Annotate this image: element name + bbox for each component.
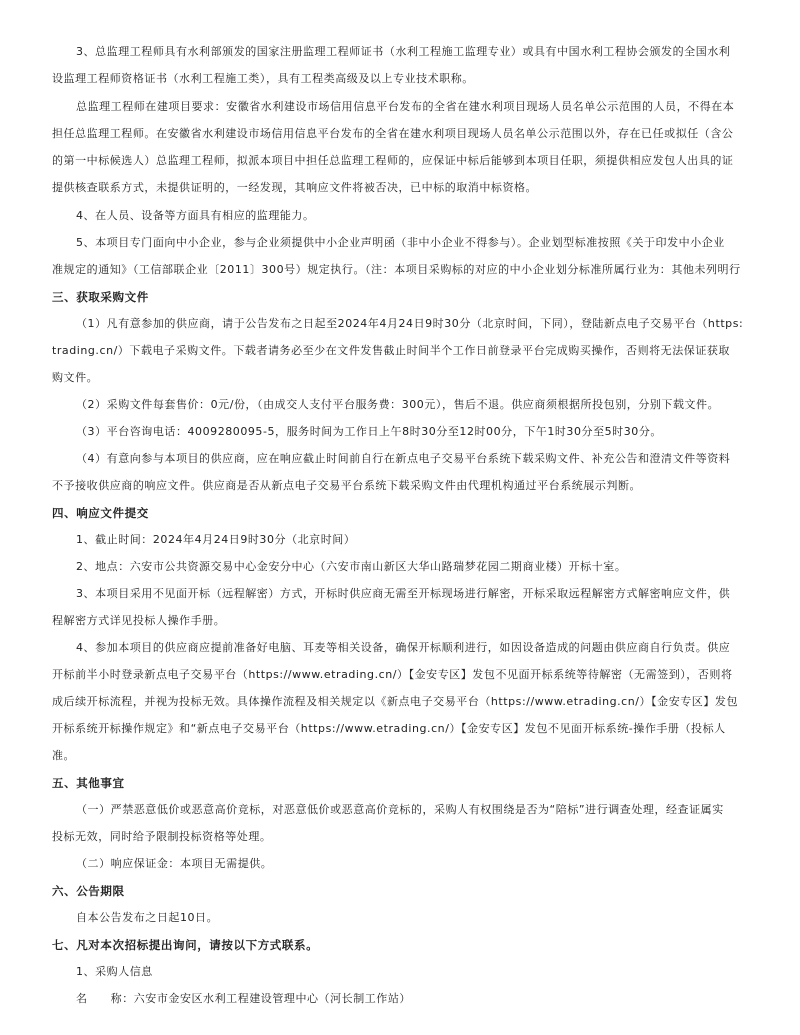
paragraph-line: （4）有意向参与本项目的供应商，应在响应截止时间前自行在新点电子交易平台系统下载采购文件、补充公告和澄清文件等资料 <box>76 452 731 465</box>
section-heading: 七、凡对本次招标提出询问，请按以下方式联系。 <box>52 938 319 952</box>
paragraph-line: 成后续开标流程，并视为投标无效。具体操作流程及相关规定以《新点电子交易平台（https://www.etrading.cn/）【金安专区】发包 <box>52 695 739 708</box>
paragraph-line: 提供核查联系方式，未提供证明的，一经发现，其响应文件将被否决，已中标的取消中标资格。 <box>52 181 538 194</box>
paragraph-line: 5、本项目专门面向中小企业，参与企业须提供中小企业声明函（非中小企业不得参与）。企业划型标准按照《关于印发中小企业 <box>76 236 725 249</box>
paragraph-line: （2）采购文件每套售价：0元/份，（由成交人支付平台服务费：300元），售后不退。供应商须根据所投包别，分别下载文件。 <box>76 398 720 411</box>
paragraph-line: 设监理工程师资格证书（水利工程施工类），具有工程类高级及以上专业技术职称。 <box>52 72 474 85</box>
paragraph-line: 购文件。 <box>52 371 99 384</box>
paragraph-line: （二）响应保证金：本项目无需提供。 <box>76 857 273 870</box>
paragraph-line: 投标无效，同时给予限制投标资格等处理。 <box>52 830 272 843</box>
paragraph-line: 1、采购人信息 <box>76 965 153 978</box>
paragraph-line: 开标前半小时登录新点电子交易平台（https://www.etrading.cn/）【金安专区】发包不见面开标系统等待解密（无需签到），否则将 <box>52 668 733 681</box>
paragraph-line: 4、在人员、设备等方面具有相应的监理能力。 <box>76 209 315 222</box>
paragraph-line: 3、本项目采用不见面开标（远程解密）方式，开标时供应商无需至开标现场进行解密，开标采取远程解密方式解密响应文件，供 <box>76 587 731 600</box>
paragraph-line: 3、总监理工程师具有水利部颁发的国家注册监理工程师证书（水利工程施工监理专业）或具有中国水利工程协会颁发的全国水利 <box>76 45 731 58</box>
paragraph-line: （3）平台咨询电话：4009280095-5，服务时间为工作日上午8时30分至12时00分，下午1时30分至5时30分。 <box>76 425 662 438</box>
paragraph-line: 自本公告发布之日起10日。 <box>76 911 219 924</box>
section-heading: 三、获取采购文件 <box>52 290 149 304</box>
paragraph-line: 名 称：六安市金安区水利工程建设管理中心（河长制工作站） <box>76 992 411 1005</box>
section-heading: 六、公告期限 <box>52 884 125 898</box>
paragraph-line: （1）凡有意参加的供应商，请于公告发布之日起至2024年4月24日9时30分（北京时间，下同），登陆新点电子交易平台（https: <box>76 317 744 330</box>
section-heading: 四、响应文件提交 <box>52 506 149 520</box>
paragraph-line: 准。 <box>52 749 76 762</box>
paragraph-line: 担任总监理工程师。在安徽省水利建设市场信用信息平台发布的全省在建水利项目现场人员名单公示范围以外，存在已任或拟任（含公 <box>52 127 734 140</box>
paragraph-line: 不予接收供应商的响应文件。供应商是否从新点电子交易平台系统下载采购文件由代理机构通过平台系统展示判断。 <box>52 479 642 492</box>
paragraph-line: 4、参加本项目的供应商应提前准备好电脑、耳麦等相关设备，确保开标顺利进行，如因设备造成的问题由供应商自行负责。供应 <box>76 641 731 654</box>
section-heading: 五、其他事宜 <box>52 776 125 790</box>
paragraph-line: （一）严禁恶意低价或恶意高价竞标，对恶意低价或恶意高价竞标的，采购人有权围绕是否为“陪标”进行调查处理，经查证属实 <box>76 803 724 816</box>
paragraph-line: 开标系统开标操作规定》和“新点电子交易平台（https://www.etrading.cn/）【金安专区】发包不见面开标系统-操作手册（投标人 <box>52 722 726 735</box>
paragraph-line: trading.cn/）下载电子采购文件。下载者请务必至少在文件发售截止时间半个工作日前登录平台完成购买操作，否则将无法保证获取 <box>52 344 730 357</box>
paragraph-line: 的第一中标候选人）总监理工程师，拟派本项目中担任总监理工程师的，应保证中标后能够到本项目任职，须提供相应发包人出具的证 <box>52 154 734 167</box>
paragraph-line: 总监理工程师在建项目要求：安徽省水利建设市场信用信息平台发布的全省在建水利项目现场人员名单公示范围的人员，不得在本 <box>76 100 735 113</box>
paragraph-line: 程解密方式详见投标人操作手册。 <box>52 614 226 627</box>
paragraph-line: 准规定的通知》（工信部联企业〔2011〕300号）规定执行。（注：本项目采购标的对应的中小企业划分标准所属行业为：其他未列明行 <box>52 263 741 276</box>
paragraph-line: 2、地点：六安市公共资源交易中心金安分中心（六安市南山新区大华山路瑞梦花园二期商业楼）开标十室。 <box>76 560 627 573</box>
paragraph-line: 1、截止时间：2024年4月24日9时30分（北京时间） <box>76 533 356 546</box>
